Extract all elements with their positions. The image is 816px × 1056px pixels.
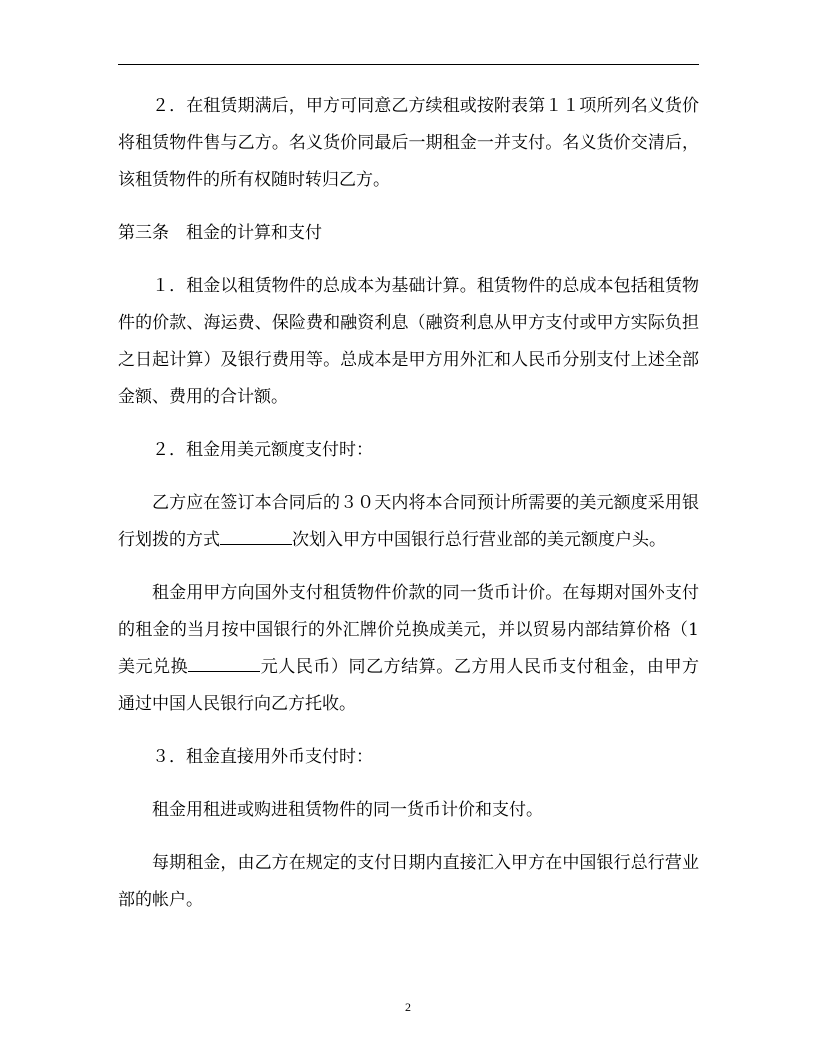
document-body [118,88,699,919]
paragraph-rent-calculation: １．租金以租赁物件的总成本为基础计算。租赁物件的总成本包括租赁物件的价款、海运费、保险费和融资利息（融资利息从甲方支付或甲方实际负担之日起计算）及银行费用等。总成本是甲方用外汇和人民币分别支付上述全部金额、费用的合计额。 [118,276,699,407]
paragraph-usd-transfer [118,485,699,559]
paragraph-renewal-purchase: ２．在租赁期满后，甲方可同意乙方续租或按附表第１１项所列名义货价将租赁物件售与乙方。名义货价同最后一期租金一并支付。名义货价交清后，该租赁物件的所有权随时转归乙方。 [118,96,699,190]
usd-transfer-text-after: 次划入甲方中国银行总行营业部的美元额度户头。 [292,530,666,550]
currency-pricing-text-after: 元人民币）同乙方结算。乙方用人民币支付租金，由甲方通过中国人民银行向乙方托收。 [118,657,700,714]
usd-transfer-text-before: 乙方应在签订本合同后的３０天内将本合同预计所需要的美元额度采用银行划拨的方式 [118,493,699,550]
paragraph-currency-pricing [118,575,699,723]
article-3-heading: 第三条 租金的计算和支付 [118,223,322,243]
header-rule [118,64,699,65]
currency-pricing-text-before: 租金用甲方向国外支付租赁物件价款的同一货币计价。在每期对国外支付的租金的当月按中国银行的外汇牌价兑换成美元，并以贸易内部结算价格（1美元兑换 [118,583,699,677]
paragraph-rent-remittance: 每期租金，由乙方在规定的支付日期内直接汇入甲方在中国银行总行营业部的帐户。 [118,853,699,910]
exchange-rate-blank[interactable] [188,651,260,672]
paragraph-foreign-currency-heading: ３．租金直接用外币支付时： [152,747,373,767]
paragraph-foreign-currency-pricing: 租金用租进或购进租赁物件的同一货币计价和支付。 [152,800,543,820]
transfer-count-blank[interactable] [220,524,292,545]
paragraph-usd-quota-heading: ２．租金用美元额度支付时： [152,440,373,460]
page-number: 2 [405,1000,411,1014]
